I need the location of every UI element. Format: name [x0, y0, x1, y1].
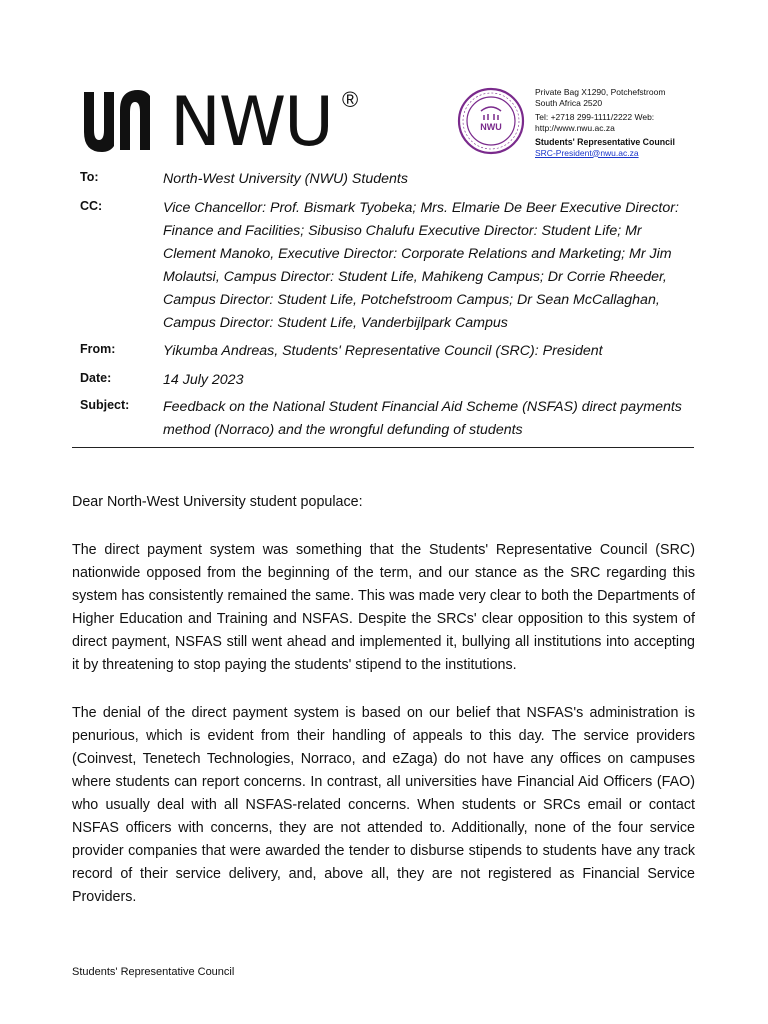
cc-line: Vice Chancellor: Prof. Bismark Tyobeka; Mrs. Elmarie De Beer Executive Director: — [163, 200, 679, 216]
subject-value — [163, 396, 682, 442]
memo-cc-row — [80, 197, 679, 335]
nwu-logo — [80, 83, 370, 162]
from-label: From: — [80, 342, 116, 356]
date-value: 14 July 2023 — [163, 372, 244, 388]
memo-subject-row — [80, 396, 682, 442]
registered-mark: ® — [342, 87, 359, 112]
council-name: Students' Representative Council — [535, 137, 675, 147]
logo-wordmark: NWU — [170, 83, 332, 162]
cc-line: Campus Director: Student Life, Potchefstroom Campus; Dr Sean McCallaghan, — [163, 292, 660, 308]
salutation: Dear North-West University student populace: — [72, 494, 363, 510]
page-footer: Students' Representative Council — [72, 966, 235, 978]
web-line: http://www.nwu.ac.za — [535, 122, 615, 133]
cc-line: Molautsi, Campus Director: Student Life, Mahikeng Campus; Dr Corrie Rheeder, — [163, 269, 667, 285]
seal-icon — [457, 87, 525, 155]
from-value: Yikumba Andreas, Students' Representative Council (SRC): President — [163, 343, 603, 359]
tel-line: Tel: +2718 299-1111/2222 Web: — [535, 112, 655, 122]
to-value: North-West University (NWU) Students — [163, 171, 408, 187]
address-line-2: South Africa 2520 — [535, 97, 603, 108]
university-seal — [457, 87, 525, 155]
subject-label: Subject: — [80, 398, 130, 412]
memo-to-row — [80, 168, 408, 191]
address-line-1: Private Bag X1290, Potchefstroom — [535, 87, 666, 97]
cc-line: Campus Director: Student Life, Vanderbijlpark Campus — [163, 315, 508, 331]
cc-value — [163, 197, 679, 335]
subject-line: method (Norraco) and the wrongful defunding of students — [163, 422, 523, 438]
seal-label: NWU — [480, 122, 502, 132]
header-divider — [72, 447, 694, 448]
cc-line: Clement Manoko, Executive Director: Corporate Relations and Marketing; Mr Jim — [163, 246, 672, 262]
cc-line: Finance and Facilities; Sibusiso Chalufu Executive Director: Student Life; Mr — [163, 223, 642, 239]
memo-date-row — [80, 369, 243, 392]
paragraph-2: The denial of the direct payment system is based on our belief that NSFAS's administration is penurious, which is evident from their handling of appeals to this day. The service providers (Coinvest, Tenetech Technologies, Norraco, and eZaga) do not have any offices on campuses where students can report concerns. In contrast, all universities have Financial Aid Officers (FAO) who usually deal with all NSFAS-related concerns. When students or SRCs email or contact NSFAS officers with concerns, they are not attended to. Additionally, none of the four service provider companies that were awarded the tender to disburse stipends to students have any track record of their service delivery, and, above all, they are not registered as Financial Service Providers. — [72, 705, 695, 905]
to-label: To: — [80, 170, 99, 184]
paragraph-1: The direct payment system was something that the Students' Representative Council (SRC) nationwide opposed from the beginning of the term, and our stance as the SRC regarding this system has consistently remained the same. This was made very clear to both the Departments of Higher Education and Training and NSFAS. Despite the SRCs' clear opposition to this system of direct payment, NSFAS still went ahead and implemented it, bullying all institutions into accepting it by threatening to stop paying the students' stipend to the institutions. — [72, 542, 695, 673]
subject-line: Feedback on the National Student Financial Aid Scheme (NSFAS) direct payments — [163, 399, 682, 415]
email-link[interactable]: SRC-President@nwu.ac.za — [535, 147, 639, 158]
memo-from-row — [80, 340, 603, 363]
contact-block — [535, 87, 675, 158]
cc-label: CC: — [80, 199, 103, 213]
nwu-emblem-icon — [80, 86, 154, 156]
date-label: Date: — [80, 371, 112, 385]
